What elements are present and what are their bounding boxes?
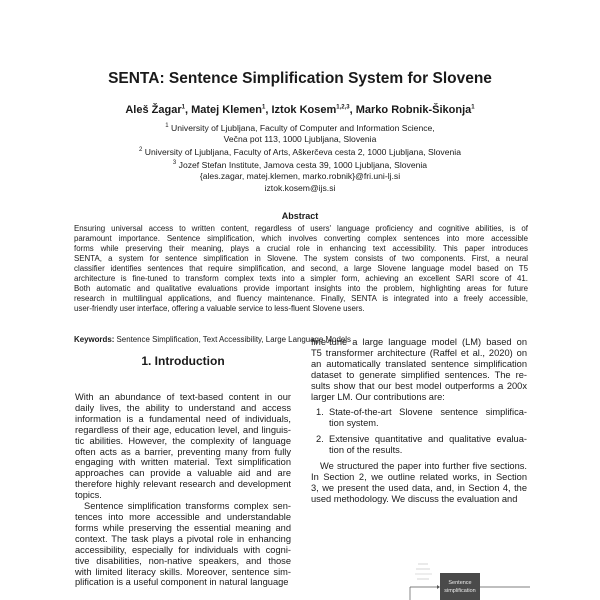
figure-faint-labels [415, 564, 432, 579]
paragraph-line: tive disabilities, non-native speakers, and those [75, 555, 291, 566]
author-name: Matej Klemen [191, 104, 262, 116]
list-number: 2. [316, 434, 324, 445]
paragraph-line: therefore highly relevant research and development [75, 479, 291, 490]
paper-title: SENTA: Sentence Simplification System for Slovene [108, 70, 492, 87]
paragraph-line: T5 transformer architecture (Raffel et al., 2020) on [311, 347, 527, 358]
paragraph-line: regardless of their age, education level, and linguis- [75, 424, 291, 435]
box-label-2: simplification [444, 588, 476, 594]
affiliation-text: Večna pot 113, 1000 Ljubljana, Slovenia [223, 134, 377, 145]
paragraph-line: fine-tune a large language model (LM) based on [311, 337, 527, 347]
affiliation-line [0, 145, 600, 158]
arrow-head-icon [437, 585, 440, 589]
paragraph-line: context. The task plays a pivotal role in enhancing [75, 533, 291, 544]
paragraph-line: accessibility, especially for individuals with cogni- [75, 544, 291, 555]
abstract-line: forms while preserving their meaning, plays a crucial role in enhancing text accessibility. This paper introduces [74, 244, 528, 253]
paragraph-line: forms while preserving the essential meaning and [75, 522, 291, 533]
list-item-line: State-of-the-art Slovene sentence simplifica- [329, 407, 527, 418]
author-affiliation-sup: 1 [181, 104, 185, 111]
keywords [74, 335, 351, 344]
paragraph-line: 3, we present the used data, and, in Section 4, the [311, 482, 527, 493]
keywords-label: Keywords: [74, 335, 115, 344]
paragraph-line: tic abilities. However, the complexity of language [75, 435, 291, 446]
abstract-line: Ensuring universal access to written content, regardless of users' language proficiency and cognitive abilities, is of [74, 224, 528, 233]
affiliation-text: iztok.kosem@ijs.si [264, 182, 336, 193]
author-affiliation-sup: 1 [262, 104, 266, 111]
affiliation-sup: 2 [139, 147, 143, 154]
paragraph-line: tences into more accessible and understandable [75, 511, 291, 522]
paragraph-line: with limited literacy skills. Moreover, sentence sim- [75, 566, 291, 577]
system-figure [400, 560, 600, 600]
paragraph-line: daily lives, the ability to understand and access [75, 402, 291, 413]
paragraph-line: an automatically translated sentence simplification [311, 358, 527, 369]
paragraph-line: topics. [75, 490, 102, 501]
abstract-line: user-friendly user interface, offering a valuable service to less-fluent Slovene users. [74, 304, 365, 313]
abstract-line: classifier identifies sentences that require simplification, and second, a large Slovene language model based on T5 [74, 264, 528, 273]
paragraph-line: With an abundance of text-based content in our [75, 392, 291, 402]
abstract-line: SENTA, a system for sentence simplification in Slovene. The system consists of two components. First, a neural [74, 254, 528, 263]
paragraph-line: larger LM. Our contributions are: [311, 391, 445, 402]
paragraph-line: approaches can provide a valuable aid and are [75, 468, 291, 479]
author-list: Aleš Žagar$^1$, Matej Klemen$^1$, Iztok Kosem$^{1,2,3}$, Marko Robnik-Šikonja$^1$ [125, 104, 475, 116]
contribution-list-item [311, 407, 527, 429]
paragraph-line: Sentence simplification transforms complex sen- [84, 501, 291, 512]
paragraph-line: used methodology. We discuss the evaluation and [311, 493, 518, 504]
keywords-text: Sentence Simplification, Text Accessibility, Large Language Models [116, 335, 351, 344]
affiliation-line [0, 158, 600, 171]
affiliation-text: University of Ljubljana, Faculty of Computer and Information Science, [171, 122, 435, 133]
paragraph-line: sults show that our best model outperforms a 200x [311, 380, 527, 391]
affiliation-sup: 3 [172, 160, 177, 167]
paragraph-line: information is a fundamental need of individuals, [75, 413, 291, 424]
author-name: Iztok Kosem [271, 104, 337, 116]
affiliation-text: University of Ljubljana, Faculty of Arts, Aškerčeva cesta 2, 1000 Ljubljana, Slovenia [144, 147, 461, 158]
list-item-line: Extensive quantitative and qualitative evalua- [329, 434, 527, 445]
right-column [311, 337, 527, 505]
affiliation-line [0, 171, 600, 182]
affiliation-line [0, 121, 600, 134]
paragraph-line: In Section 2, we outline related works, in Section [311, 471, 527, 482]
abstract-text [74, 224, 528, 314]
list-item-line: tion system. [329, 418, 379, 429]
paragraph-line: We structured the paper into further five sections. [320, 461, 527, 472]
sentence-simplification-box [440, 573, 480, 600]
paragraph-line: plification is a useful component in natural language [75, 577, 289, 588]
list-number: 1. [316, 407, 324, 418]
left-column [75, 392, 291, 588]
paragraph-line: engaging with written material. Text simplification [75, 457, 291, 468]
affiliation-line [0, 183, 600, 194]
affiliation-text: {ales.zagar, matej.klemen, marko.robnik}@fri.uni-lj.si [199, 171, 401, 182]
section-heading-introduction: 1. Introduction [141, 354, 225, 368]
affiliation-sup: 1 [165, 123, 169, 129]
contribution-list-item [311, 434, 527, 456]
affiliation-line [0, 134, 600, 145]
abstract-line: Both automatic and qualitative evaluations provide important insights into the problem, highlighting areas for future [74, 284, 528, 293]
abstract-heading: Abstract [281, 211, 319, 221]
author-affiliation-sup: 1,2,3 [336, 104, 350, 111]
abstract-line: paramount importance. Sentence simplification, which involves converting complex sentences into more accessible [74, 234, 528, 243]
paragraph-line: dataset to generate simplified sentences. The re- [311, 369, 527, 380]
abstract-line: architecture is fine-tuned to transform complex texts into a simpler form, achieving an excellent SARI score of 41. [74, 274, 528, 283]
list-item-line: tion of the results. [329, 445, 403, 456]
author-name: Marko Robnik-Šikonja [355, 104, 472, 116]
affiliation-text: Jozef Stefan Institute, Jamova cesta 39, 1000 Ljubljana, Slovenia [178, 160, 428, 171]
box-label-1: Sentence [448, 580, 472, 586]
abstract-line: research in multilingual applications, and fluency maintenance. Finally, SENTA is integrated into a freely accessible, [74, 294, 528, 303]
author-affiliation-sup: 1 [471, 104, 475, 111]
paragraph-line: often acts as a barrier, preventing many from fully [75, 446, 291, 457]
affiliations [0, 121, 600, 194]
author-name: Aleš Žagar [125, 104, 182, 116]
